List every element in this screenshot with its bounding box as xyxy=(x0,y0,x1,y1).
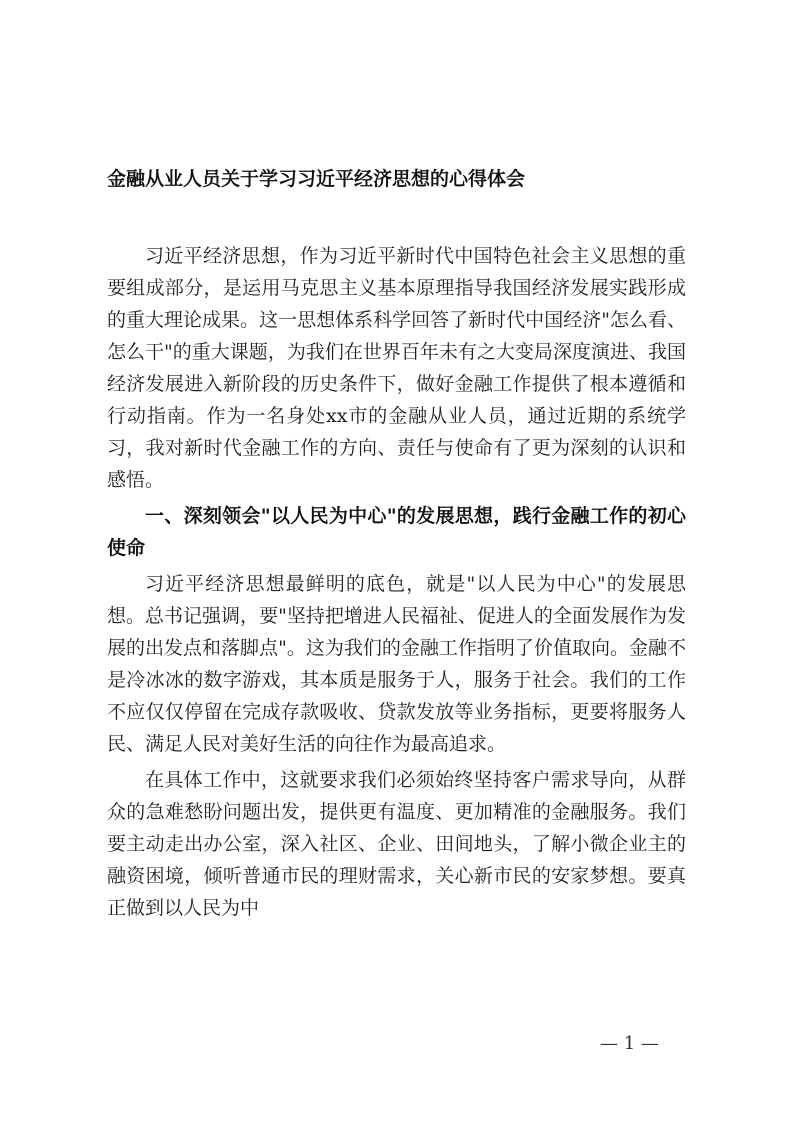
document-body xyxy=(107,240,686,924)
document-title: 金融从业人员关于学习习近平经济思想的心得体会 xyxy=(107,168,526,190)
intro-paragraph: 习近平经济思想，作为习近平新时代中国特色社会主义思想的重要组成部分，是运用马克思主义基本原理指导我国经济发展实践形成的重大理论成果。这一思想体系科学回答了新时代中国经济"怎么看、怎么干"的重大课题，为我们在世界百年未有之大变局深度演进、我国经济发展进入新阶段的历史条件下，做好金融工作提供了根本遵循和行动指南。作为一名身处xx市的金融从业人员，通过近期的系统学习，我对新时代金融工作的方向、责任与使命有了更为深刻的认识和感悟。 xyxy=(107,245,686,491)
section-1-paragraph-2: 在具体工作中，这就要求我们必须始终坚持客户需求导向，从群众的急难愁盼问题出发，提供更有温度、更加精准的金融服务。我们要主动走出办公室，深入社区、企业、田间地头，了解小微企业主的融资困境，倾听普通市民的理财需求，关心新市民的安家梦想。要真正做到以人民为中 xyxy=(107,769,686,919)
section-heading-1: 一、深刻领会"以人民为中心"的发展思想，践行金融工作的初心使命 xyxy=(107,505,686,559)
section-1-paragraph-1: 习近平经济思想最鲜明的底色，就是"以人民为中心"的发展思想。总书记强调，要"坚持把增进人民福祉、促进人的全面发展作为发展的出发点和落脚点"。这为我们的金融工作指明了价值取向。金融不是冷冰冰的数字游戏，其本质是服务于人，服务于社会。我们的工作不应仅仅停留在完成存款吸收、贷款发放等业务指标，更要将服务人民、满足人民对美好生活的向往作为最高追求。 xyxy=(107,573,686,755)
page-number: — 1 — xyxy=(600,1033,659,1054)
